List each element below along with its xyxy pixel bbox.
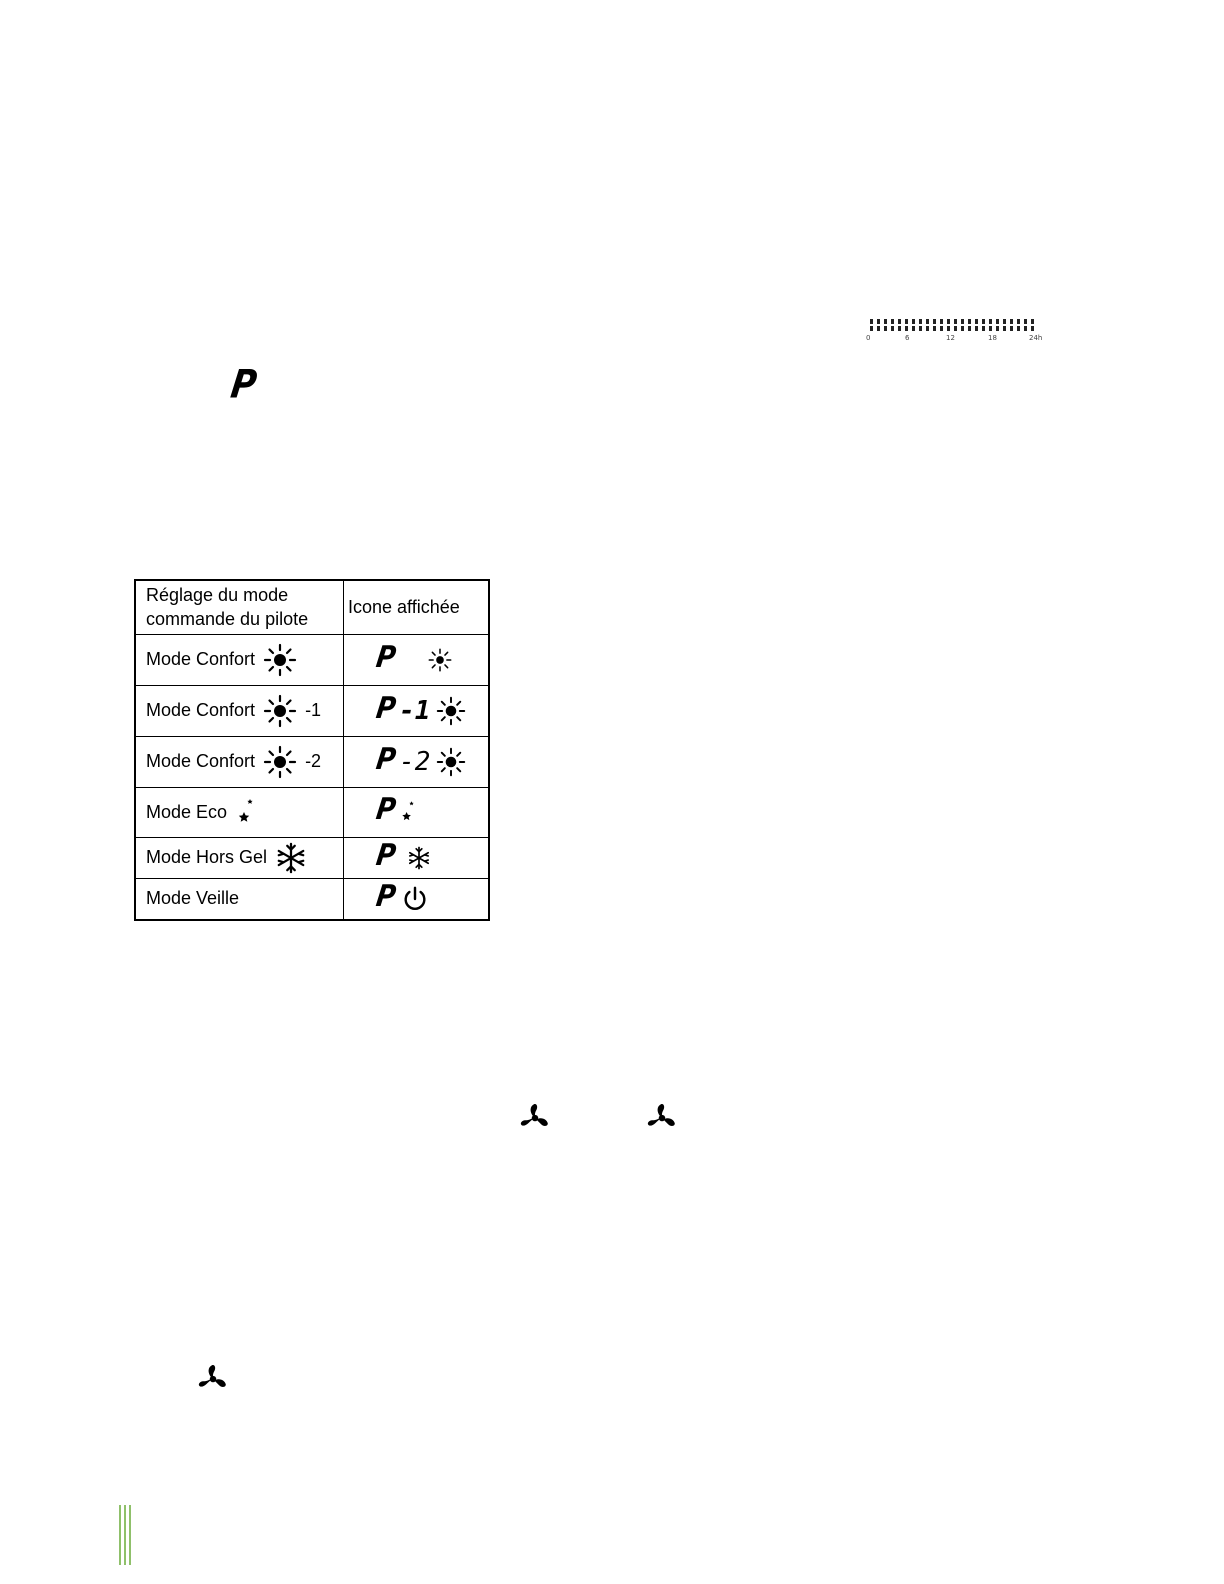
table-row xyxy=(135,736,489,787)
mode-suffix: -1 xyxy=(305,700,322,720)
timeline-segment xyxy=(891,319,894,324)
p-letter: P xyxy=(374,792,398,827)
fan-icon xyxy=(646,1103,678,1131)
timeline-segments xyxy=(862,318,1052,332)
p-letter: P xyxy=(374,742,398,777)
mode-suffix: -2 xyxy=(305,751,322,771)
timeline-segment xyxy=(1024,326,1027,331)
timeline-tick: 18 xyxy=(988,334,997,342)
table-row xyxy=(135,634,489,685)
mode-label: Mode Hors Gel xyxy=(146,847,268,867)
snowflake-icon xyxy=(275,842,307,874)
timeline-segment xyxy=(1003,319,1006,324)
p-letter: P xyxy=(374,838,398,873)
green-bar xyxy=(124,1505,126,1565)
sun-icon xyxy=(436,696,466,726)
timeline-segment xyxy=(1010,326,1013,331)
p-letter: P xyxy=(374,879,398,914)
timeline-segment xyxy=(891,326,894,331)
pilot-mode-table xyxy=(134,579,490,921)
timeline-segment xyxy=(870,319,873,324)
timeline-segment xyxy=(1010,319,1013,324)
mode-label: Mode Confort xyxy=(146,751,256,771)
display-code: -2 xyxy=(399,746,431,777)
timeline-segment xyxy=(1017,326,1020,331)
timeline-segment xyxy=(961,326,964,331)
sun-icon xyxy=(263,643,297,677)
sun-icon xyxy=(427,647,453,673)
timeline-segment xyxy=(884,319,887,324)
header-line: Réglage du mode xyxy=(146,585,289,606)
timeline-segment xyxy=(919,326,922,331)
timeline-segment xyxy=(947,319,950,324)
timeline-segment xyxy=(884,326,887,331)
page-margin-decoration xyxy=(118,1505,134,1565)
sun-icon xyxy=(436,747,466,777)
p-letter: P xyxy=(374,640,398,675)
program-timeline xyxy=(862,318,1052,348)
sun-icon xyxy=(263,694,297,728)
timeline-segment xyxy=(996,326,999,331)
timeline-segment xyxy=(877,319,880,324)
fan-icon xyxy=(197,1364,229,1392)
timeline-segment xyxy=(912,326,915,331)
header-icon-displayed: Icone affichée xyxy=(344,580,490,634)
timeline-segment xyxy=(1031,326,1034,331)
timeline-segment xyxy=(975,319,978,324)
timeline-segment xyxy=(940,326,943,331)
moon-star-icon xyxy=(399,798,429,826)
timeline-segment xyxy=(1031,319,1034,324)
p-letter: P xyxy=(228,362,260,408)
timeline-segment xyxy=(989,326,992,331)
timeline-segment xyxy=(898,326,901,331)
snowflake-icon xyxy=(407,846,431,870)
timeline-segment xyxy=(961,319,964,324)
timeline-segment xyxy=(905,326,908,331)
green-bar xyxy=(129,1505,131,1565)
timeline-tick: 0 xyxy=(866,334,871,342)
table-row xyxy=(135,787,489,837)
mode-label: Mode Confort xyxy=(146,700,256,720)
timeline-segment xyxy=(975,326,978,331)
timeline-segment xyxy=(940,319,943,324)
timeline-tick: 24h xyxy=(1029,334,1043,342)
mode-label: Mode Eco xyxy=(146,801,228,822)
timeline-segment xyxy=(996,319,999,324)
timeline-segment xyxy=(870,326,873,331)
timeline-segment xyxy=(905,319,908,324)
timeline-segment xyxy=(1024,319,1027,324)
timeline-segment xyxy=(933,319,936,324)
timeline-segment xyxy=(954,326,957,331)
timeline-segment xyxy=(1003,326,1006,331)
timeline-segment xyxy=(1017,319,1020,324)
sun-icon xyxy=(263,745,297,779)
timeline-tick: 6 xyxy=(905,334,910,342)
green-bar xyxy=(119,1505,121,1565)
mode-label: Mode Confort xyxy=(146,649,256,669)
timeline-tick: 12 xyxy=(946,334,955,342)
table-row xyxy=(135,685,489,736)
timeline-segment xyxy=(919,319,922,324)
table-header-row xyxy=(135,580,489,634)
table-row xyxy=(135,878,489,920)
timeline-segment xyxy=(912,319,915,324)
p-letter: P xyxy=(374,691,398,726)
timeline-segment xyxy=(926,326,929,331)
table-row xyxy=(135,837,489,878)
timeline-segment xyxy=(968,326,971,331)
timeline-segment xyxy=(982,326,985,331)
timeline-segment xyxy=(989,319,992,324)
timeline-segment xyxy=(982,319,985,324)
fan-icon xyxy=(519,1103,551,1131)
timeline-segment xyxy=(898,319,901,324)
timeline-segment xyxy=(954,319,957,324)
timeline-segment xyxy=(968,319,971,324)
timeline-segment xyxy=(877,326,880,331)
moon-star-icon xyxy=(235,795,271,829)
green-bars-graphic xyxy=(118,1505,134,1565)
timeline-segment xyxy=(947,326,950,331)
timeline-segment xyxy=(926,319,929,324)
power-icon xyxy=(401,885,429,913)
display-code: -1 xyxy=(399,695,431,726)
mode-label: Mode Veille xyxy=(146,888,240,909)
header-mode-setting xyxy=(135,580,344,634)
pilot-p-icon xyxy=(228,362,260,408)
timeline-segment xyxy=(933,326,936,331)
header-line: commande du pilote xyxy=(146,609,309,630)
